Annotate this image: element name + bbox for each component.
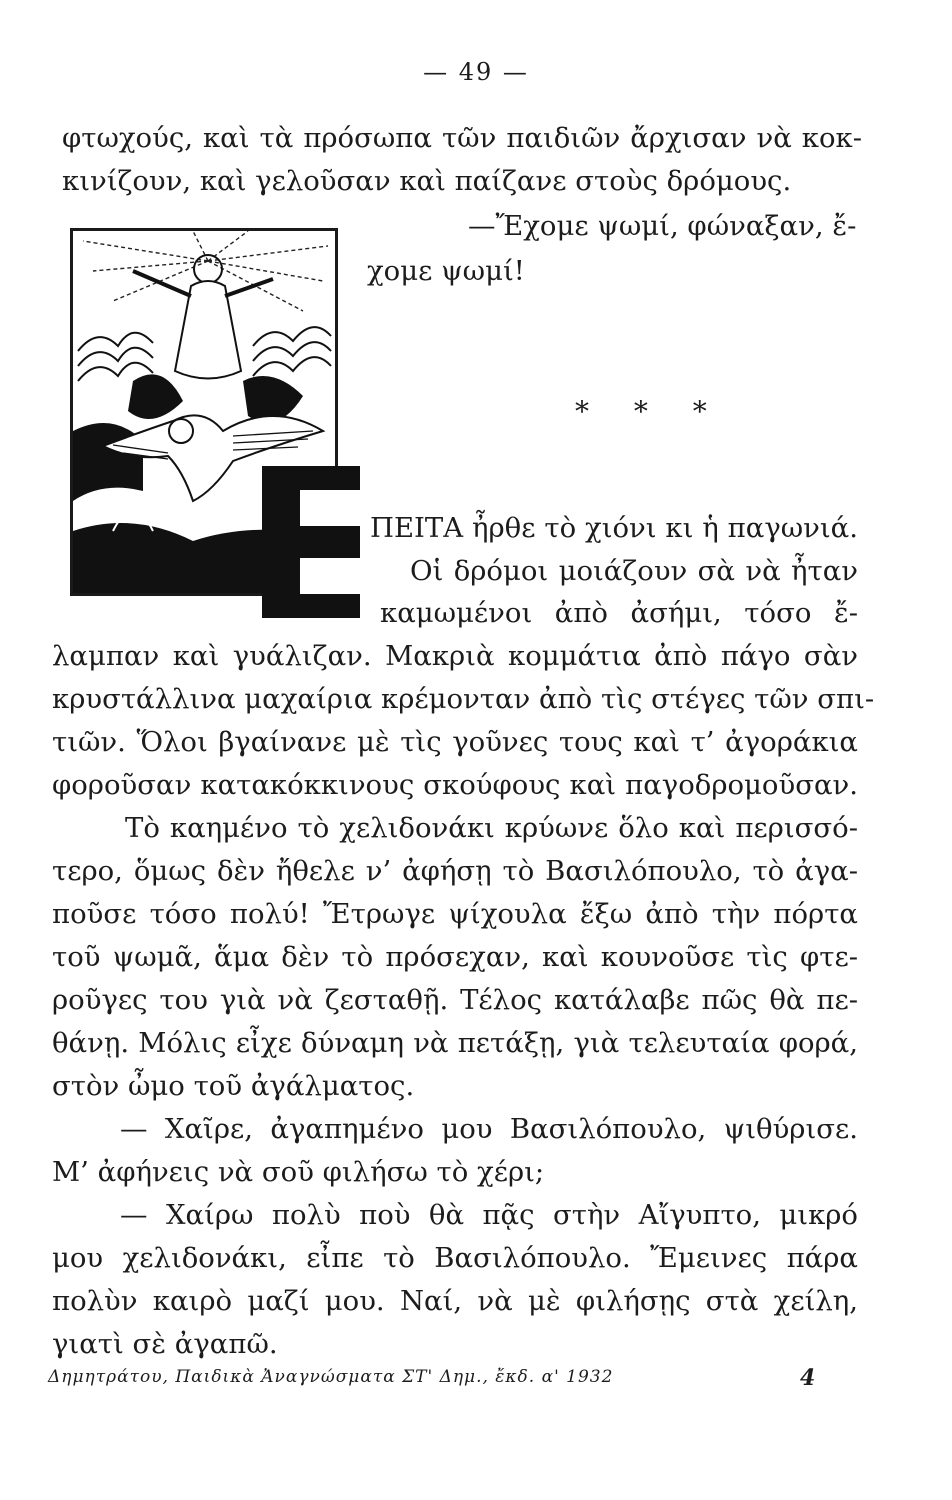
text-line: καμωμένοι ἀπὸ ἀσήμι, τόσο ἔ- <box>380 597 858 629</box>
text-line: ποῦσε τόσο πολύ! Ἔτρωγε ψίχουλα ἔξω ἀπὸ τὴν πόρτα <box>52 898 858 930</box>
text-line: κρυστάλλινα μαχαίρια κρέμονταν ἀπὸ τὶς στέγες τῶν σπι- <box>52 683 875 715</box>
text-line: — Χαίρω πολὺ ποὺ θὰ πᾷς στὴν Αἴγυπτο, μικρό <box>120 1199 858 1231</box>
text-line: τοῦ ψωμᾶ, ἅμα δὲν τὸ πρόσεχαν, καὶ κουνοῦσε τὶς φτε- <box>52 941 858 973</box>
drop-cap <box>262 466 360 618</box>
text-line: φτωχούς, καὶ τὰ πρόσωπα τῶν παιδιῶν ἄρχισαν νὰ κοκ- <box>62 122 862 154</box>
text-line: — Χαῖρε, ἀγαπημένο μου Βασιλόπουλο, ψιθύρισε. <box>120 1113 858 1145</box>
text-line: Οἱ δρόμοι μοιάζουν σὰ νὰ ἦταν <box>410 555 858 587</box>
page-number: — 49 — <box>423 58 529 86</box>
text-line: κινίζουν, καὶ γελοῦσαν καὶ παίζανε στοὺς δρόμους. <box>62 165 792 197</box>
text-line: τερο, ὅμως δὲν ἤθελε ν’ ἀφήσῃ τὸ Βασιλόπουλο, τὸ ἀγα- <box>52 855 858 887</box>
text-line: μου χελιδονάκι, εἶπε τὸ Βασιλόπουλο. Ἔμεινες πάρα <box>52 1242 858 1274</box>
text-line: λαμπαν καὶ γυάλιζαν. Μακριὰ κομμάτια ἀπὸ πάγο σὰν <box>52 640 858 672</box>
text-line: γιατὶ σὲ ἀγαπῶ. <box>52 1328 278 1360</box>
footer-citation: Δημητράτου, Παιδικὰ Ἀναγνώσματα ΣΤ' Δημ., ἔκδ. α' 1932 <box>48 1367 614 1387</box>
text-line: φοροῦσαν κατακόκκινους σκούφους καὶ παγοδρομοῦσαν. <box>52 769 858 801</box>
text-line: τιῶν. Ὅλοι βγαίνανε μὲ τὶς γοῦνες τους καὶ τ’ ἀγοράκια <box>52 726 858 758</box>
text-line: πολὺν καιρὸ μαζί μου. Ναί, νὰ μὲ φιλήσῃς στὰ χείλη, <box>52 1285 858 1317</box>
text-line: ΠΕΙΤΑ ἦρθε τὸ χιόνι κι ἡ παγωνιά. <box>370 512 858 544</box>
section-stars: * * * <box>575 395 725 428</box>
text-line: στὸν ὦμο τοῦ ἀγάλματος. <box>52 1070 415 1102</box>
text-line: Μ’ ἀφήνεις νὰ σοῦ φιλήσω τὸ χέρι; <box>52 1156 545 1188</box>
text-line: Τὸ καημένο τὸ χελιδονάκι κρύωνε ὅλο καὶ περισσό- <box>125 812 858 844</box>
text-line: θάνῃ. Μόλις εἶχε δύναμη νὰ πετάξῃ, γιὰ τελευταία φορά, <box>52 1027 858 1059</box>
text-line: ροῦγες του γιὰ νὰ ζεσταθῇ. Τέλος κατάλαβε πῶς θὰ πε- <box>52 984 858 1016</box>
footer-signature-number: 4 <box>800 1365 816 1391</box>
quote-line: —Ἔχομε ψωμί, φώναξαν, ἔ- <box>468 210 857 242</box>
quote-line: χομε ψωμί! <box>367 255 525 287</box>
